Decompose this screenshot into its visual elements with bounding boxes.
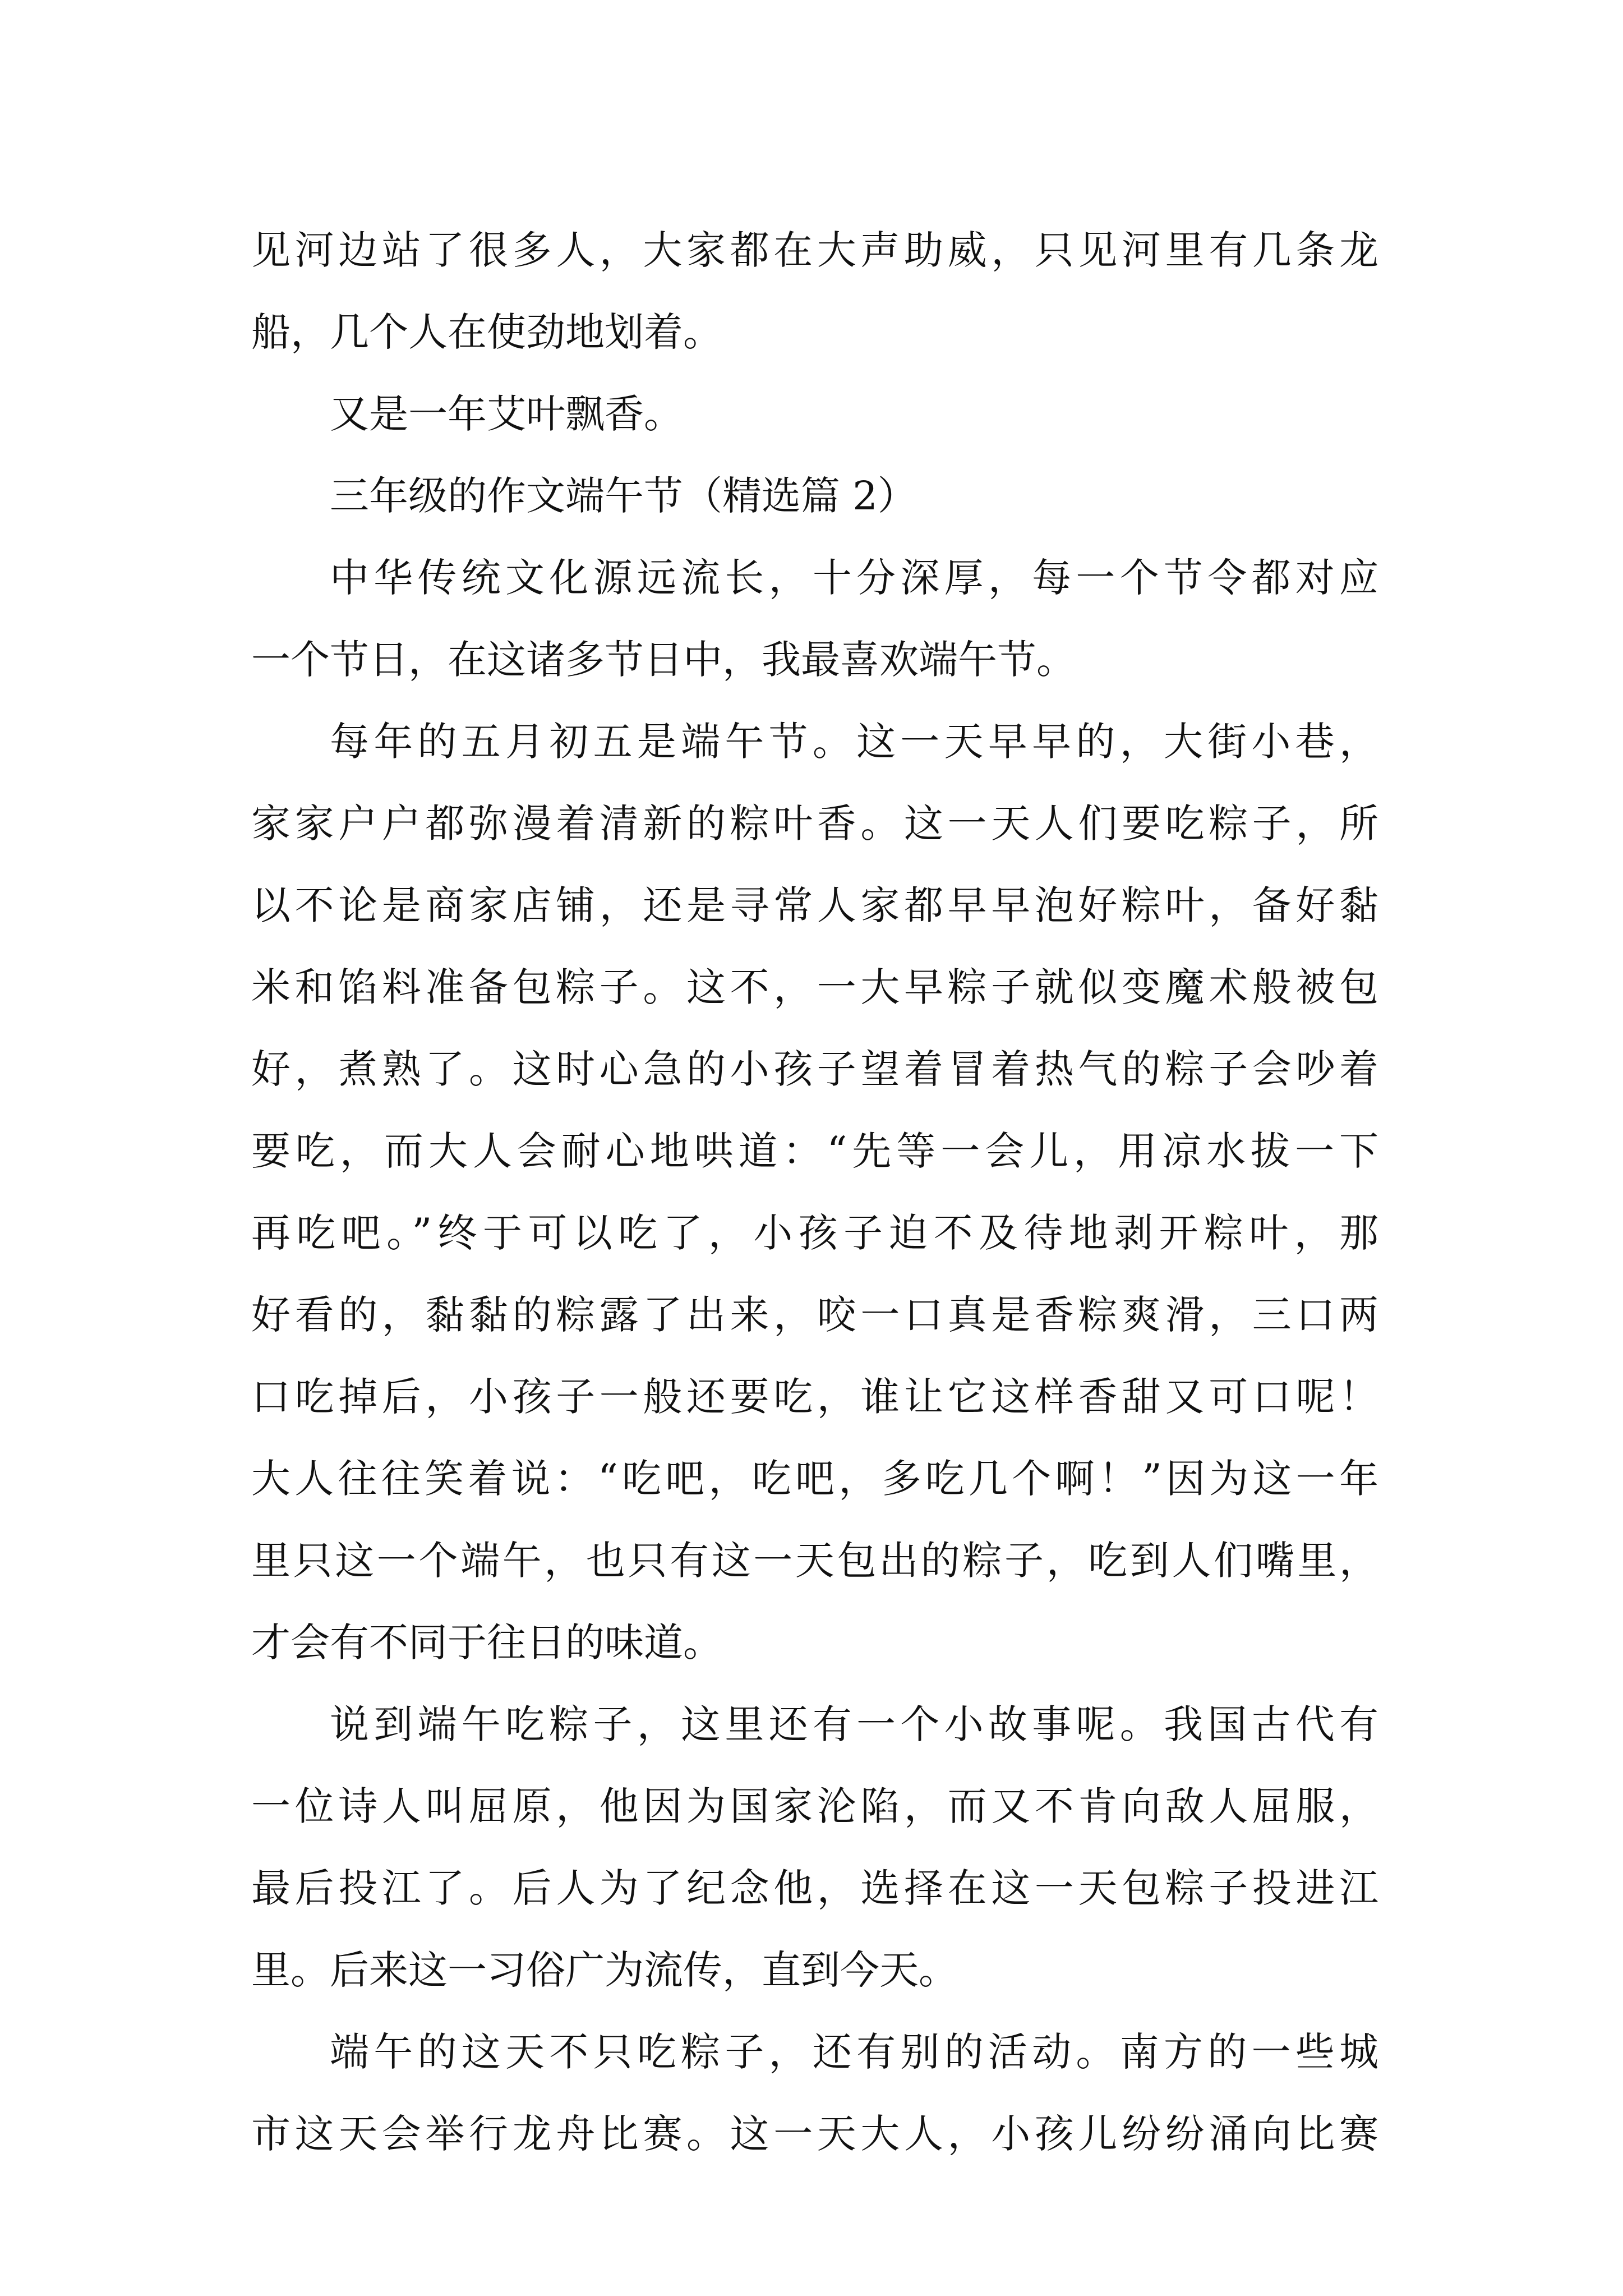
text-line: 口吃掉后，小孩子一般还要吃，谁让它这样香甜又可口呢！ — [251, 1374, 1378, 1420]
text-line: 端午的这天不只吃粽子，还有别的活动。南方的一些城 — [330, 2029, 1378, 2075]
text-line: 每年的五月初五是端午节。这一天早早的，大街小巷， — [330, 719, 1378, 765]
text-line: 好，煮熟了。这时心急的小孩子望着冒着热气的粽子会吵着 — [251, 1046, 1378, 1092]
text-line: 好看的，黏黏的粽露了出来，咬一口真是香粽爽滑，三口两 — [251, 1292, 1378, 1338]
text-line: 才会有不同于往日的味道。 — [251, 1619, 722, 1665]
text-line: 里。后来这一习俗广为流传，直到今天。 — [251, 1947, 958, 1993]
text-line: 一位诗人叫屈原，他因为国家沦陷，而又不肯向敌人屈服， — [251, 1783, 1378, 1829]
text-line: 米和馅料准备包粽子。这不，一大早粽子就似变魔术般被包 — [251, 964, 1378, 1010]
text-line: 船，几个人在使劲地划着。 — [251, 309, 722, 355]
text-line: 里只这一个端午，也只有这一天包出的粽子，吃到人们嘴里， — [251, 1538, 1378, 1584]
text-line: 中华传统文化源远流长，十分深厚，每一个节令都对应 — [330, 555, 1378, 601]
text-line: 大人往往笑着说：“吃吧，吃吧，多吃几个啊！”因为这一年 — [251, 1456, 1378, 1502]
section-title: 三年级的作文端午节（精选篇 2） — [330, 473, 917, 519]
text-line: 见河边站了很多人，大家都在大声助威，只见河里有几条龙 — [251, 227, 1378, 273]
text-line: 一个节日，在这诸多节日中，我最喜欢端午节。 — [251, 637, 1076, 683]
text-line: 要吃，而大人会耐心地哄道：“先等一会儿，用凉水拔一下 — [251, 1128, 1378, 1174]
text-line: 家家户户都弥漫着清新的粽叶香。这一天人们要吃粽子，所 — [251, 800, 1378, 846]
text-line: 说到端午吃粽子，这里还有一个小故事呢。我国古代有 — [330, 1701, 1378, 1747]
text-line: 最后投江了。后人为了纪念他，选择在这一天包粽子投进江 — [251, 1865, 1378, 1911]
text-line: 市这天会举行龙舟比赛。这一天大人，小孩儿纷纷涌向比赛 — [251, 2111, 1378, 2157]
text-line: 再吃吧。”终于可以吃了，小孩子迫不及待地剥开粽叶，那 — [251, 1210, 1378, 1256]
document-body — [251, 209, 1378, 2175]
text-line: 又是一年艾叶飘香。 — [330, 391, 683, 437]
text-line: 以不论是商家店铺，还是寻常人家都早早泡好粽叶，备好黏 — [251, 882, 1378, 928]
